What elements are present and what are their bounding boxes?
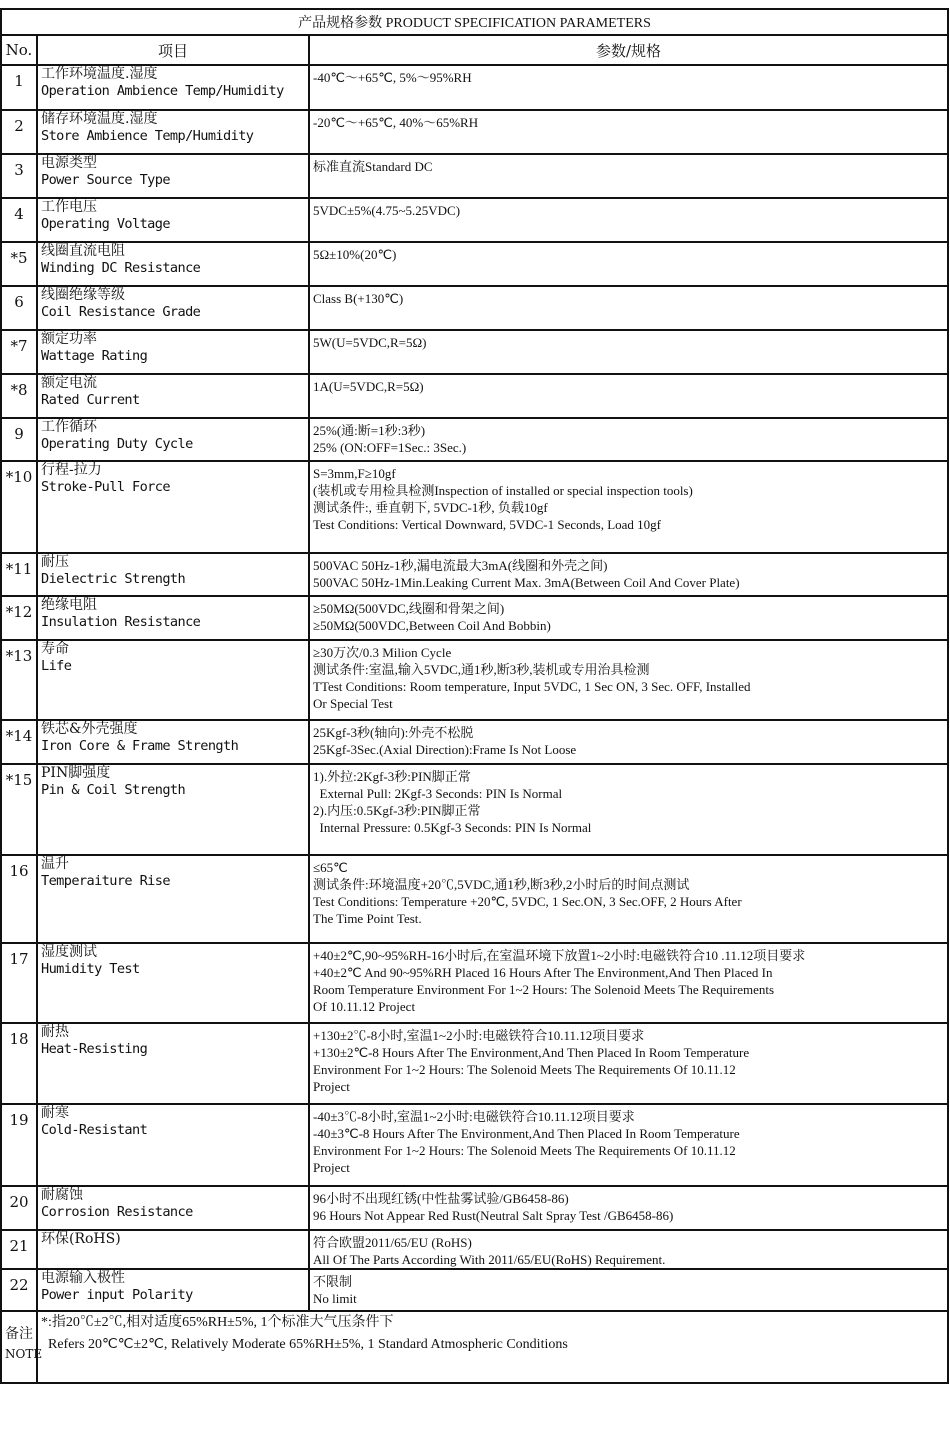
param-line: 1).外拉:2Kgf-3秒:PIN脚正常: [313, 769, 471, 784]
row-item: [37, 198, 309, 242]
table-row: [1, 154, 948, 198]
row-number: 16: [1, 855, 37, 943]
row-param: [309, 855, 948, 943]
item-name-cn: 工作环境温度.湿度: [41, 66, 158, 82]
row-param: [309, 242, 948, 286]
param-line: 5Ω±10%(20℃): [313, 247, 397, 262]
row-number: *11: [1, 553, 37, 596]
item-name-cn: 铁芯&外壳强度: [41, 721, 138, 737]
row-param: [309, 1186, 948, 1230]
item-name-cn: 行程-拉力: [41, 462, 102, 478]
row-number: *7: [1, 330, 37, 374]
item-name-en: Store Ambience Temp/Humidity: [41, 128, 254, 144]
row-param: [309, 286, 948, 330]
row-param: [309, 65, 948, 110]
row-number: *10: [1, 461, 37, 553]
row-param: [309, 461, 948, 553]
row-param: [309, 943, 948, 1023]
table-row: [1, 1269, 948, 1311]
item-name-en: Iron Core & Frame Strength: [41, 738, 239, 754]
param-line: Internal Pressure: 0.5Kgf-3 Seconds: PIN Is Normal: [313, 820, 592, 835]
item-name-cn: 耐腐蚀: [41, 1187, 83, 1203]
param-line: -40±3℃-8 Hours After The Environment,And Then Placed In Room Temperature: [313, 1126, 740, 1141]
param-line: ≥50MΩ(500VDC,Between Coil And Bobbin): [313, 618, 551, 633]
table-row: [1, 1230, 948, 1269]
param-line: 不限制: [313, 1274, 353, 1289]
item-name-cn: 工作循环: [41, 419, 97, 435]
row-item: [37, 855, 309, 943]
param-line: 500VAC 50Hz-1秒,漏电流最大3mA(线圈和外壳之间): [313, 558, 608, 573]
table-title: 产品规格参数 PRODUCT SPECIFICATION PARAMETERS: [1, 9, 948, 35]
param-line: Room Temperature Environment For 1~2 Hours: The Solenoid Meets The Requirements: [313, 982, 775, 997]
row-item: [37, 553, 309, 596]
item-name-cn: 环保(RoHS): [41, 1231, 121, 1247]
spec-table: [0, 8, 949, 1384]
param-line: 5W(U=5VDC,R=5Ω): [313, 335, 427, 350]
item-name-en: Power Source Type: [41, 172, 170, 188]
param-line: 25Kgf-3秒(轴向):外壳不松脱: [313, 725, 474, 740]
item-name-en: Power input Polarity: [41, 1287, 193, 1303]
table-row: [1, 198, 948, 242]
param-line: Project: [313, 1160, 350, 1175]
item-name-en: Wattage Rating: [41, 348, 148, 364]
row-item: [37, 1269, 309, 1311]
row-item: [37, 720, 309, 764]
row-param: [309, 374, 948, 418]
param-line: -40±3℃-8小时,室温1~2小时:电磁铁符合10.11.12项目要求: [313, 1109, 635, 1124]
table-row: [1, 1186, 948, 1230]
item-name-cn: 储存环境温度.湿度: [41, 111, 158, 127]
note-line: *:指20℃±2℃,相对适度65%RH±5%, 1个标准大气压条件下: [41, 1315, 394, 1330]
param-line: 符合欧盟2011/65/EU (RoHS): [313, 1235, 472, 1250]
row-item: [37, 764, 309, 855]
item-name-cn: 额定功率: [41, 331, 97, 347]
row-number: 18: [1, 1023, 37, 1104]
param-line: 测试条件:环境温度+20℃,5VDC,通1秒,断3秒,2小时后的时间点测试: [313, 877, 690, 892]
row-param: [309, 720, 948, 764]
param-line: External Pull: 2Kgf-3 Seconds: PIN Is Normal: [313, 786, 563, 801]
header-no: No.: [1, 35, 37, 65]
item-name-en: Insulation Resistance: [41, 614, 201, 630]
item-name-en: Cold-Resistant: [41, 1122, 148, 1138]
param-line: 25%(通:断=1秒:3秒): [313, 423, 426, 438]
row-item: [37, 596, 309, 640]
row-param: [309, 1269, 948, 1311]
param-line: 500VAC 50Hz-1Min.Leaking Current Max. 3mA(Between Coil And Cover Plate): [313, 575, 740, 590]
row-number: 20: [1, 1186, 37, 1230]
note-label-en: NOTE: [5, 1347, 43, 1361]
item-name-en: Life: [41, 658, 72, 674]
row-item: [37, 330, 309, 374]
table-row: [1, 553, 948, 596]
param-line: 测试条件:室温,输入5VDC,通1秒,断3秒,装机或专用治具检测: [313, 662, 650, 677]
table-row: [1, 1023, 948, 1104]
row-number: 21: [1, 1230, 37, 1269]
param-line: 25% (ON:OFF=1Sec.: 3Sec.): [313, 440, 467, 455]
param-line: 96 Hours Not Appear Red Rust(Neutral Salt Spray Test /GB6458-86): [313, 1208, 674, 1223]
row-param: [309, 1230, 948, 1269]
item-name-cn: 线圈直流电阻: [41, 243, 125, 259]
param-line: Test Conditions: Temperature +20℃, 5VDC, 1 Sec.ON, 3 Sec.OFF, 2 Hours After: [313, 894, 742, 909]
table-row: [1, 374, 948, 418]
row-item: [37, 154, 309, 198]
param-line: +40±2℃ And 90~95%RH Placed 16 Hours After The Environment,And Then Placed In: [313, 965, 773, 980]
row-item: [37, 461, 309, 553]
row-number: 4: [1, 198, 37, 242]
row-item: [37, 242, 309, 286]
item-name-en: Dielectric Strength: [41, 571, 186, 587]
note-row: [1, 1311, 948, 1383]
param-line: Class B(+130℃): [313, 291, 404, 306]
param-line: Project: [313, 1079, 350, 1094]
row-param: [309, 330, 948, 374]
param-line: -20℃～+65℃, 40%～65%RH: [313, 115, 479, 130]
row-item: [37, 1023, 309, 1104]
row-param: [309, 596, 948, 640]
param-line: Environment For 1~2 Hours: The Solenoid Meets The Requirements Of 10.11.12: [313, 1062, 736, 1077]
table-row: [1, 461, 948, 553]
item-name-en: Humidity Test: [41, 961, 140, 977]
title-row: [1, 9, 948, 35]
spec-body: [1, 65, 948, 1311]
row-item: [37, 286, 309, 330]
row-number: *14: [1, 720, 37, 764]
note-line: Refers 20℃℃±2℃, Relatively Moderate 65%RH±5%, 1 Standard Atmospheric Conditions: [41, 1337, 568, 1352]
param-line: (装机或专用检具检测Inspection of installed or special inspection tools): [313, 483, 693, 498]
table-row: [1, 110, 948, 154]
note-label-cn: 备注: [5, 1326, 33, 1342]
item-name-cn: 耐热: [41, 1024, 69, 1040]
item-name-cn: 耐寒: [41, 1105, 69, 1121]
row-item: [37, 1230, 309, 1269]
row-item: [37, 943, 309, 1023]
note-text: [37, 1311, 948, 1383]
item-name-cn: 温升: [41, 856, 69, 872]
row-number: 3: [1, 154, 37, 198]
row-number: 2: [1, 110, 37, 154]
item-name-en: Corrosion Resistance: [41, 1204, 193, 1220]
item-name-en: Operating Duty Cycle: [41, 436, 193, 452]
row-item: [37, 418, 309, 461]
row-item: [37, 1104, 309, 1186]
item-name-cn: 工作电压: [41, 199, 97, 215]
param-line: +130±2℃-8 Hours After The Environment,And Then Placed In Room Temperature: [313, 1045, 750, 1060]
item-name-cn: 绝缘电阻: [41, 597, 97, 613]
param-line: 1A(U=5VDC,R=5Ω): [313, 379, 424, 394]
item-name-cn: 额定电流: [41, 375, 97, 391]
item-name-en: Heat-Resisting: [41, 1041, 148, 1057]
row-param: [309, 418, 948, 461]
param-line: 2).内压:0.5Kgf-3秒:PIN脚正常: [313, 803, 481, 818]
row-param: [309, 198, 948, 242]
row-item: [37, 1186, 309, 1230]
table-row: [1, 720, 948, 764]
table-row: [1, 596, 948, 640]
table-row: [1, 855, 948, 943]
param-line: Environment For 1~2 Hours: The Solenoid Meets The Requirements Of 10.11.12: [313, 1143, 736, 1158]
row-number: *15: [1, 764, 37, 855]
param-line: 5VDC±5%(4.75~5.25VDC): [313, 203, 461, 218]
param-line: S=3mm,F≥10gf: [313, 466, 396, 481]
param-line: ≥50MΩ(500VDC,线圈和骨架之间): [313, 601, 505, 616]
param-line: 25Kgf-3Sec.(Axial Direction):Frame Is Not Loose: [313, 742, 577, 757]
param-line: The Time Point Test.: [313, 911, 422, 926]
row-param: [309, 764, 948, 855]
table-row: [1, 65, 948, 110]
param-line: ≤65℃: [313, 860, 348, 875]
param-line: No limit: [313, 1291, 357, 1306]
row-item: [37, 65, 309, 110]
item-name-en: Operating Voltage: [41, 216, 170, 232]
row-number: 19: [1, 1104, 37, 1186]
item-name-cn: 电源类型: [41, 155, 97, 171]
param-line: 96小时不出现红锈(中性盐雾试验/GB6458-86): [313, 1191, 569, 1206]
table-row: [1, 943, 948, 1023]
row-param: [309, 1023, 948, 1104]
item-name-en: Rated Current: [41, 392, 140, 408]
param-line: Or Special Test: [313, 696, 393, 711]
row-param: [309, 553, 948, 596]
row-number: 6: [1, 286, 37, 330]
item-name-en: Coil Resistance Grade: [41, 304, 201, 320]
item-name-cn: 寿命: [41, 641, 69, 657]
table-row: [1, 418, 948, 461]
param-line: Test Conditions: Vertical Downward, 5VDC-1 Seconds, Load 10gf: [313, 517, 661, 532]
row-item: [37, 374, 309, 418]
row-param: [309, 1104, 948, 1186]
row-number: *12: [1, 596, 37, 640]
table-row: [1, 242, 948, 286]
table-row: [1, 1104, 948, 1186]
item-name-en: Temperaiture Rise: [41, 873, 170, 889]
row-number: 1: [1, 65, 37, 110]
row-param: [309, 110, 948, 154]
param-line: ≥30万次/0.3 Milion Cycle: [313, 645, 452, 660]
item-name-cn: 耐压: [41, 554, 69, 570]
param-line: 测试条件:, 垂直朝下, 5VDC-1秒, 负载10gf: [313, 500, 548, 515]
param-line: 标准直流Standard DC: [313, 159, 433, 174]
param-line: +40±2℃,90~95%RH-16小时后,在室温环境下放置1~2小时:电磁铁符合10 .11.12项目要求: [313, 948, 806, 963]
row-param: [309, 640, 948, 720]
row-item: [37, 110, 309, 154]
row-number: *5: [1, 242, 37, 286]
row-number: *13: [1, 640, 37, 720]
note-label: [1, 1311, 43, 1383]
param-line: +130±2℃-8小时,室温1~2小时:电磁铁符合10.11.12项目要求: [313, 1028, 645, 1043]
header-row: [1, 35, 948, 65]
table-row: [1, 286, 948, 330]
row-item: [37, 640, 309, 720]
item-name-en: Winding DC Resistance: [41, 260, 201, 276]
item-name-en: Operation Ambience Temp/Humidity: [41, 83, 284, 99]
row-number: 9: [1, 418, 37, 461]
header-param: 参数/规格: [309, 35, 948, 65]
row-number: 22: [1, 1269, 37, 1311]
item-name-en: Stroke-Pull Force: [41, 479, 170, 495]
item-name-cn: 电源输入极性: [41, 1270, 125, 1286]
param-line: TTest Conditions: Room temperature, Input 5VDC, 1 Sec ON, 3 Sec. OFF, Installed: [313, 679, 751, 694]
header-item: 项目: [37, 35, 309, 65]
param-line: -40℃～+65℃, 5%～95%RH: [313, 70, 472, 85]
table-row: [1, 330, 948, 374]
table-row: [1, 640, 948, 720]
item-name-cn: 线圈绝缘等级: [41, 287, 125, 303]
row-number: *8: [1, 374, 37, 418]
item-name-cn: PIN脚强度: [41, 765, 111, 781]
item-name-cn: 湿度测试: [41, 944, 97, 960]
param-line: Of 10.11.12 Project: [313, 999, 416, 1014]
param-line: All Of The Parts According With 2011/65/EU(RoHS) Requirement.: [313, 1252, 666, 1267]
row-param: [309, 154, 948, 198]
item-name-en: Pin & Coil Strength: [41, 782, 186, 798]
row-number: 17: [1, 943, 37, 1023]
table-row: [1, 764, 948, 855]
